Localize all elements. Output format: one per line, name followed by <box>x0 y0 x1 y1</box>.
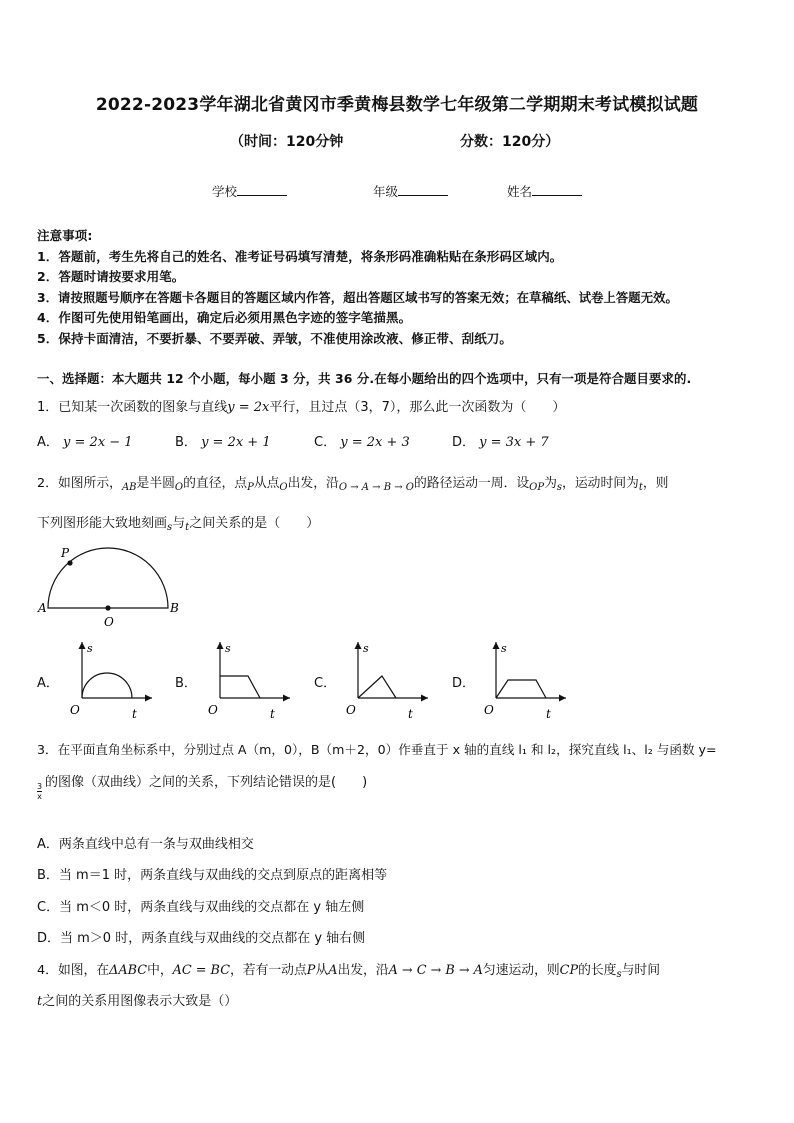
axis-label-s: s <box>363 642 369 655</box>
notice-heading: 注意事项: <box>37 228 93 243</box>
section-heading: 一、选择题：本大题共 12 个小题，每小题 3 分，共 36 分.在每小题给出的四个选项中，只有一项是符合题目要求的. <box>37 371 692 386</box>
q3-option-a[interactable]: A．两条直线中总有一条与双曲线相交 <box>37 837 254 852</box>
q2-option-a-label[interactable]: A． <box>37 676 59 691</box>
q1-option-a[interactable]: A． y = 2x − 1 <box>37 435 133 450</box>
point-p <box>67 560 72 565</box>
school-label: 学校 <box>212 184 238 199</box>
q2-option-c-graph[interactable] <box>340 636 435 722</box>
name-field[interactable] <box>507 182 582 200</box>
grade-field[interactable] <box>373 182 448 200</box>
curve-trapezoid <box>496 680 546 698</box>
q1-stem: 1．已知某一次函数的图象与直线y = 2x平行，且过点（3，7），那么此一次函数为（ ） <box>37 400 566 415</box>
axis-label-t: t <box>270 707 275 721</box>
q3-fraction <box>37 782 42 801</box>
q2-option-d-label[interactable]: D． <box>452 676 476 691</box>
name-label: 姓名 <box>507 184 533 199</box>
curve-triangle <box>358 676 396 698</box>
q3-option-b[interactable]: B．当 m＝1 时，两条直线与双曲线的交点到原点的距离相等 <box>37 868 388 883</box>
school-blank[interactable] <box>237 183 287 196</box>
q2-stem-line2: 下列图形能大致地刻画$_s$与$_t$之间关系的是（ ） <box>37 516 320 533</box>
q1-option-d[interactable]: D． y = 3x + 7 <box>452 435 549 450</box>
q2-option-b-label[interactable]: B． <box>175 676 197 691</box>
school-field[interactable] <box>212 182 287 200</box>
notice-item: 1．答题前，考生先将自己的姓名、准考证号码填写清楚，将条形码准确粘贴在条形码区域内。 <box>37 249 563 264</box>
axis-label-s: s <box>225 642 231 655</box>
q3-option-d[interactable]: D．当 m＞0 时，两条直线与双曲线的交点都在 y 轴右侧 <box>37 931 366 946</box>
q3-stem-line1: 3．在平面直角坐标系中，分别过点 A（m，0），B（m＋2，0）作垂直于 x 轴的直线 l₁ 和 l₂，探究直线 l₁、l₂ 与函数 y= <box>37 742 717 757</box>
grade-label: 年级 <box>373 184 399 199</box>
point-o <box>105 605 110 610</box>
q3-option-c[interactable]: C．当 m＜0 时，两条直线与双曲线的交点都在 y 轴左侧 <box>37 900 365 915</box>
exam-score: 分数：120分） <box>460 134 560 150</box>
page-title: 2022-2023学年湖北省黄冈市季黄梅县数学七年级第二学期期末考试模拟试题 <box>95 95 699 115</box>
q1-option-b[interactable]: B． y = 2x + 1 <box>175 435 271 450</box>
fraction-numerator: 3 <box>37 782 43 791</box>
axis-label-t: t <box>408 707 413 721</box>
q4-stem-line2: t之间的关系用图像表示大致是（） <box>37 994 238 1009</box>
q3-stem-line2: 的图像（双曲线）之间的关系，下列结论错误的是( ) <box>45 775 368 790</box>
q2-option-d-graph[interactable] <box>478 636 573 722</box>
axis-label-s: s <box>501 642 507 655</box>
axis-label-t: t <box>132 707 137 721</box>
fraction-denominator: x <box>37 792 42 801</box>
notice-item: 4．作图可先使用铅笔画出，确定后必须用黑色字迹的签字笔描黑。 <box>37 310 412 325</box>
name-blank[interactable] <box>532 183 582 196</box>
label-b: B <box>170 601 179 615</box>
axis-label-s: s <box>87 642 93 655</box>
label-p: P <box>61 546 70 560</box>
origin-label: O <box>484 703 494 717</box>
curve-semicircle <box>82 673 132 698</box>
q2-option-b-graph[interactable] <box>202 636 297 722</box>
notice-item: 2．答题时请按要求用笔。 <box>37 269 185 284</box>
exam-time: （时间：120分钟 <box>230 134 344 150</box>
notice-item: 3．请按照题号顺序在答题卡各题目的答题区域内作答，超出答题区域书写的答案无效；在草稿纸、试卷上答题无效。 <box>37 291 678 305</box>
q2-option-a-graph[interactable] <box>64 636 159 722</box>
curve-plateau <box>220 676 260 698</box>
origin-label: O <box>70 703 80 717</box>
q1-option-c[interactable]: C． y = 2x + 3 <box>314 435 410 450</box>
q2-stem-line1: 2．如图所示，$_{AB}$是半圆$_O$的直径，点$_P$从点$_O$出发，沿$_{O \to A \to B \to O}$的路径运动一周．设$_{OP}$为$_s$，运动时间为$_t$，则 <box>37 476 669 493</box>
origin-label: O <box>208 703 218 717</box>
q2-option-c-label[interactable]: C． <box>314 676 337 691</box>
label-o: O <box>104 615 114 629</box>
axis-label-t: t <box>546 707 551 721</box>
label-a: A <box>38 601 47 615</box>
notice-item: 5．保持卡面清洁，不要折暴、不要弄破、弄皱，不准使用涂改液、修正带、刮纸刀。 <box>37 331 512 346</box>
q2-semicircle-figure <box>35 540 185 630</box>
q4-stem-line1: 4．如图，在ΔABC中，AC = BC，若有一动点P从A出发，沿A → C → B → A匀速运动，则CP的长度$_s$与时间 <box>37 963 660 980</box>
origin-label: O <box>346 703 356 717</box>
grade-blank[interactable] <box>398 183 448 196</box>
